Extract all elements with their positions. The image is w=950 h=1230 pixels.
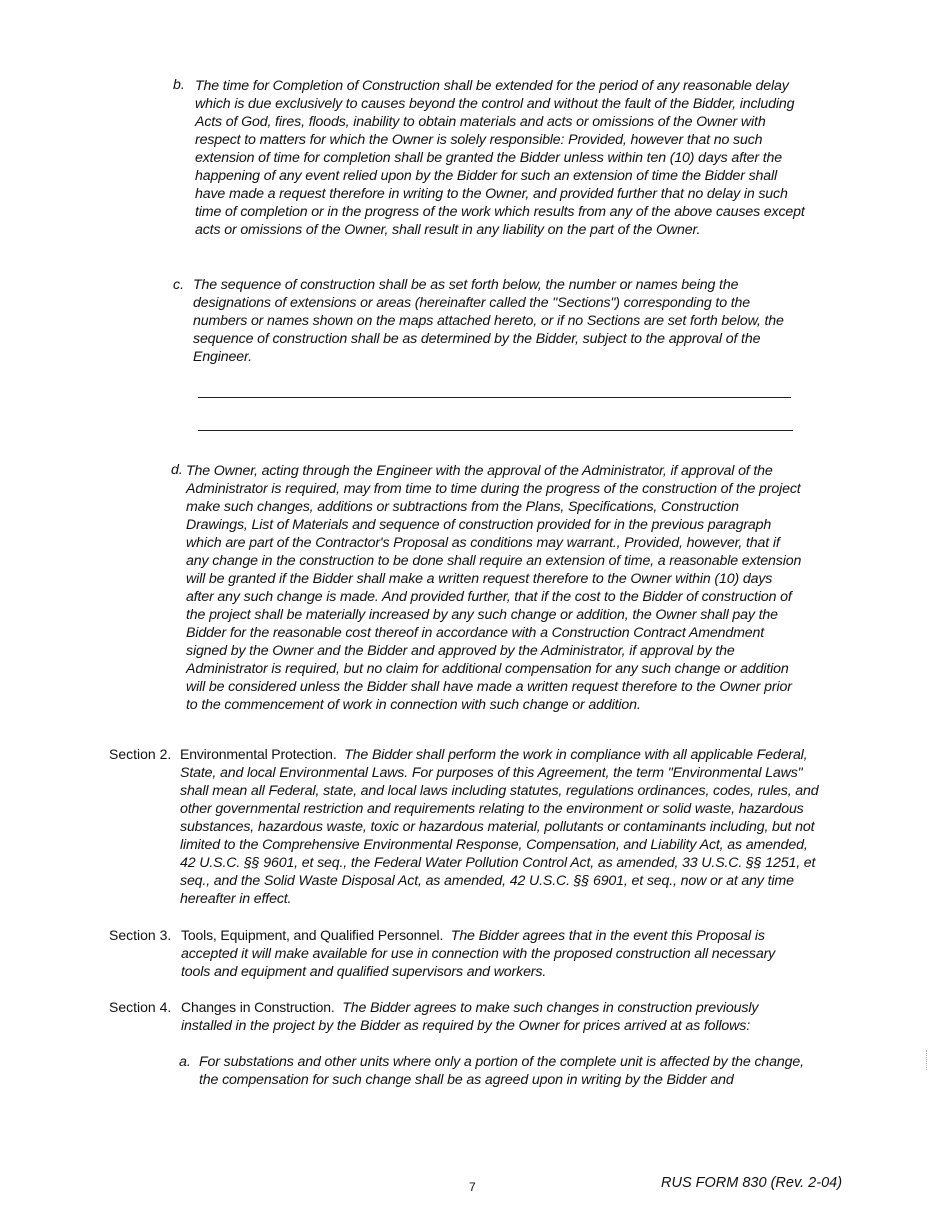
section-3-title: Tools, Equipment, and Qualified Personnel. bbox=[181, 927, 444, 943]
item-c-label: c. bbox=[173, 277, 185, 293]
page-number: 7 bbox=[469, 1180, 476, 1194]
section-3-body bbox=[181, 926, 806, 981]
item-d-label: d. bbox=[171, 462, 183, 478]
sections-blank-line-1[interactable] bbox=[198, 397, 791, 398]
section-4-text: The Bidder agrees to make such changes in construction previously installed in the project by the Bidder as required by the Owner for prices arrived at as follows: bbox=[181, 1000, 759, 1034]
section-4-title: Changes in Construction. bbox=[181, 999, 335, 1015]
item-c-text: The sequence of construction shall be as set forth below, the number or names being the designations of extensions or areas (hereinafter called the "Sections") corresponding to the numbers or names shown on the maps attached hereto, or if no Sections are set forth below, the sequence of construction shall be as determined by the Bidder, subject to the approval of the Engineer. bbox=[193, 277, 784, 365]
margin-mark bbox=[926, 1050, 929, 1070]
item-b-text: The time for Completion of Construction shall be extended for the period of any reasonable delay which is due exclusively to causes beyond the control and without the fault of the Bidder, including Acts of God, fires, floods, inability to obtain materials and acts or omissions of the Owner with respect to matters for which the Owner is solely responsible: Provided, however that no such extension of time for completion shall be granted the Bidder unless within ten (10) days after the happening of any event relied upon by the Bidder for such an extension of time the Bidder shall have made a request therefore in writing to the Owner, and provided further that no delay in such time of completion or in the progress of the work which results from any of the above causes except acts or omissions of the Owner, shall result in any liability on the part of the Owner. bbox=[195, 78, 805, 238]
section-2-number: Section 2. bbox=[109, 746, 172, 762]
item-b-label: b. bbox=[173, 77, 185, 93]
section-4-number: Section 4. bbox=[109, 999, 172, 1015]
section-2-text: The Bidder shall perform the work in compliance with all applicable Federal, State, and local Environmental Laws. For purposes of this Agreement, the term "Environmental Laws" shall mean all Federal, state, and local laws including statutes, regulations ordinances, codes, rules, and other governmental restriction and requirements relating to the environment or solid waste, hazardous substances, hazardous waste, toxic or hazardous material, pollutants or contaminants including, but not limited to the Comprehensive Environmental Response, Compensation, and Liability Act, as amended, 42 U.S.C. §§ 9601, et seq., the Federal Water Pollution Control Act, as amended, 33 U.S.C. §§ 1251, et seq., and the Solid Waste Disposal Act, as amended, 42 U.S.C. §§ 6901, et seq., now or at any time hereafter in effect. bbox=[180, 747, 819, 907]
section-2-body bbox=[180, 745, 820, 908]
sections-blank-line-2[interactable] bbox=[198, 430, 793, 431]
section-2-title: Environmental Protection. bbox=[180, 746, 337, 762]
item-d-text: The Owner, acting through the Engineer with the approval of the Administrator, if approval of the Administrator is required, may from time to time during the progress of the construction of the project make such changes, additions or subtractions from the Plans, Specifications, Construction Drawings, List of Materials and sequence of construction provided for in the previous paragraph which are part of the Contractor's Proposal as conditions may warrant., Provided, however, that if any change in the construction to be done shall require an extension of time, a reasonable extension will be granted if the Bidder shall make a written request therefore to the Owner within (10) days after any such change is made. And provided further, that if the cost to the Bidder of construction of the project shall be materially increased by any such change or addition, the Owner shall pay the Bidder for the reasonable cost thereof in accordance with a Construction Contract Amendment signed by the Owner and the Bidder and approved by the Administrator, if approval by the Administrator is required, but no claim for additional compensation for any such change or addition will be considered unless the Bidder shall have made a written request therefore to the Owner prior to the commencement of work in connection with such change or addition. bbox=[186, 463, 802, 713]
section-3-text: The Bidder agrees that in the event this Proposal is accepted it will make available for use in connection with the proposed construction all necessary tools and equipment and qualified supervisors and workers. bbox=[181, 928, 776, 980]
section-4-item-a-label: a. bbox=[179, 1054, 191, 1070]
section-4-item-a-text: For substations and other units where only a portion of the complete unit is affected by the change, the compensation for such change shall be as agreed upon in writing by the Bidder and bbox=[199, 1054, 804, 1088]
section-4-body bbox=[181, 998, 786, 1035]
section-3-number: Section 3. bbox=[109, 927, 172, 943]
form-number: RUS FORM 830 (Rev. 2-04) bbox=[661, 1175, 843, 1191]
